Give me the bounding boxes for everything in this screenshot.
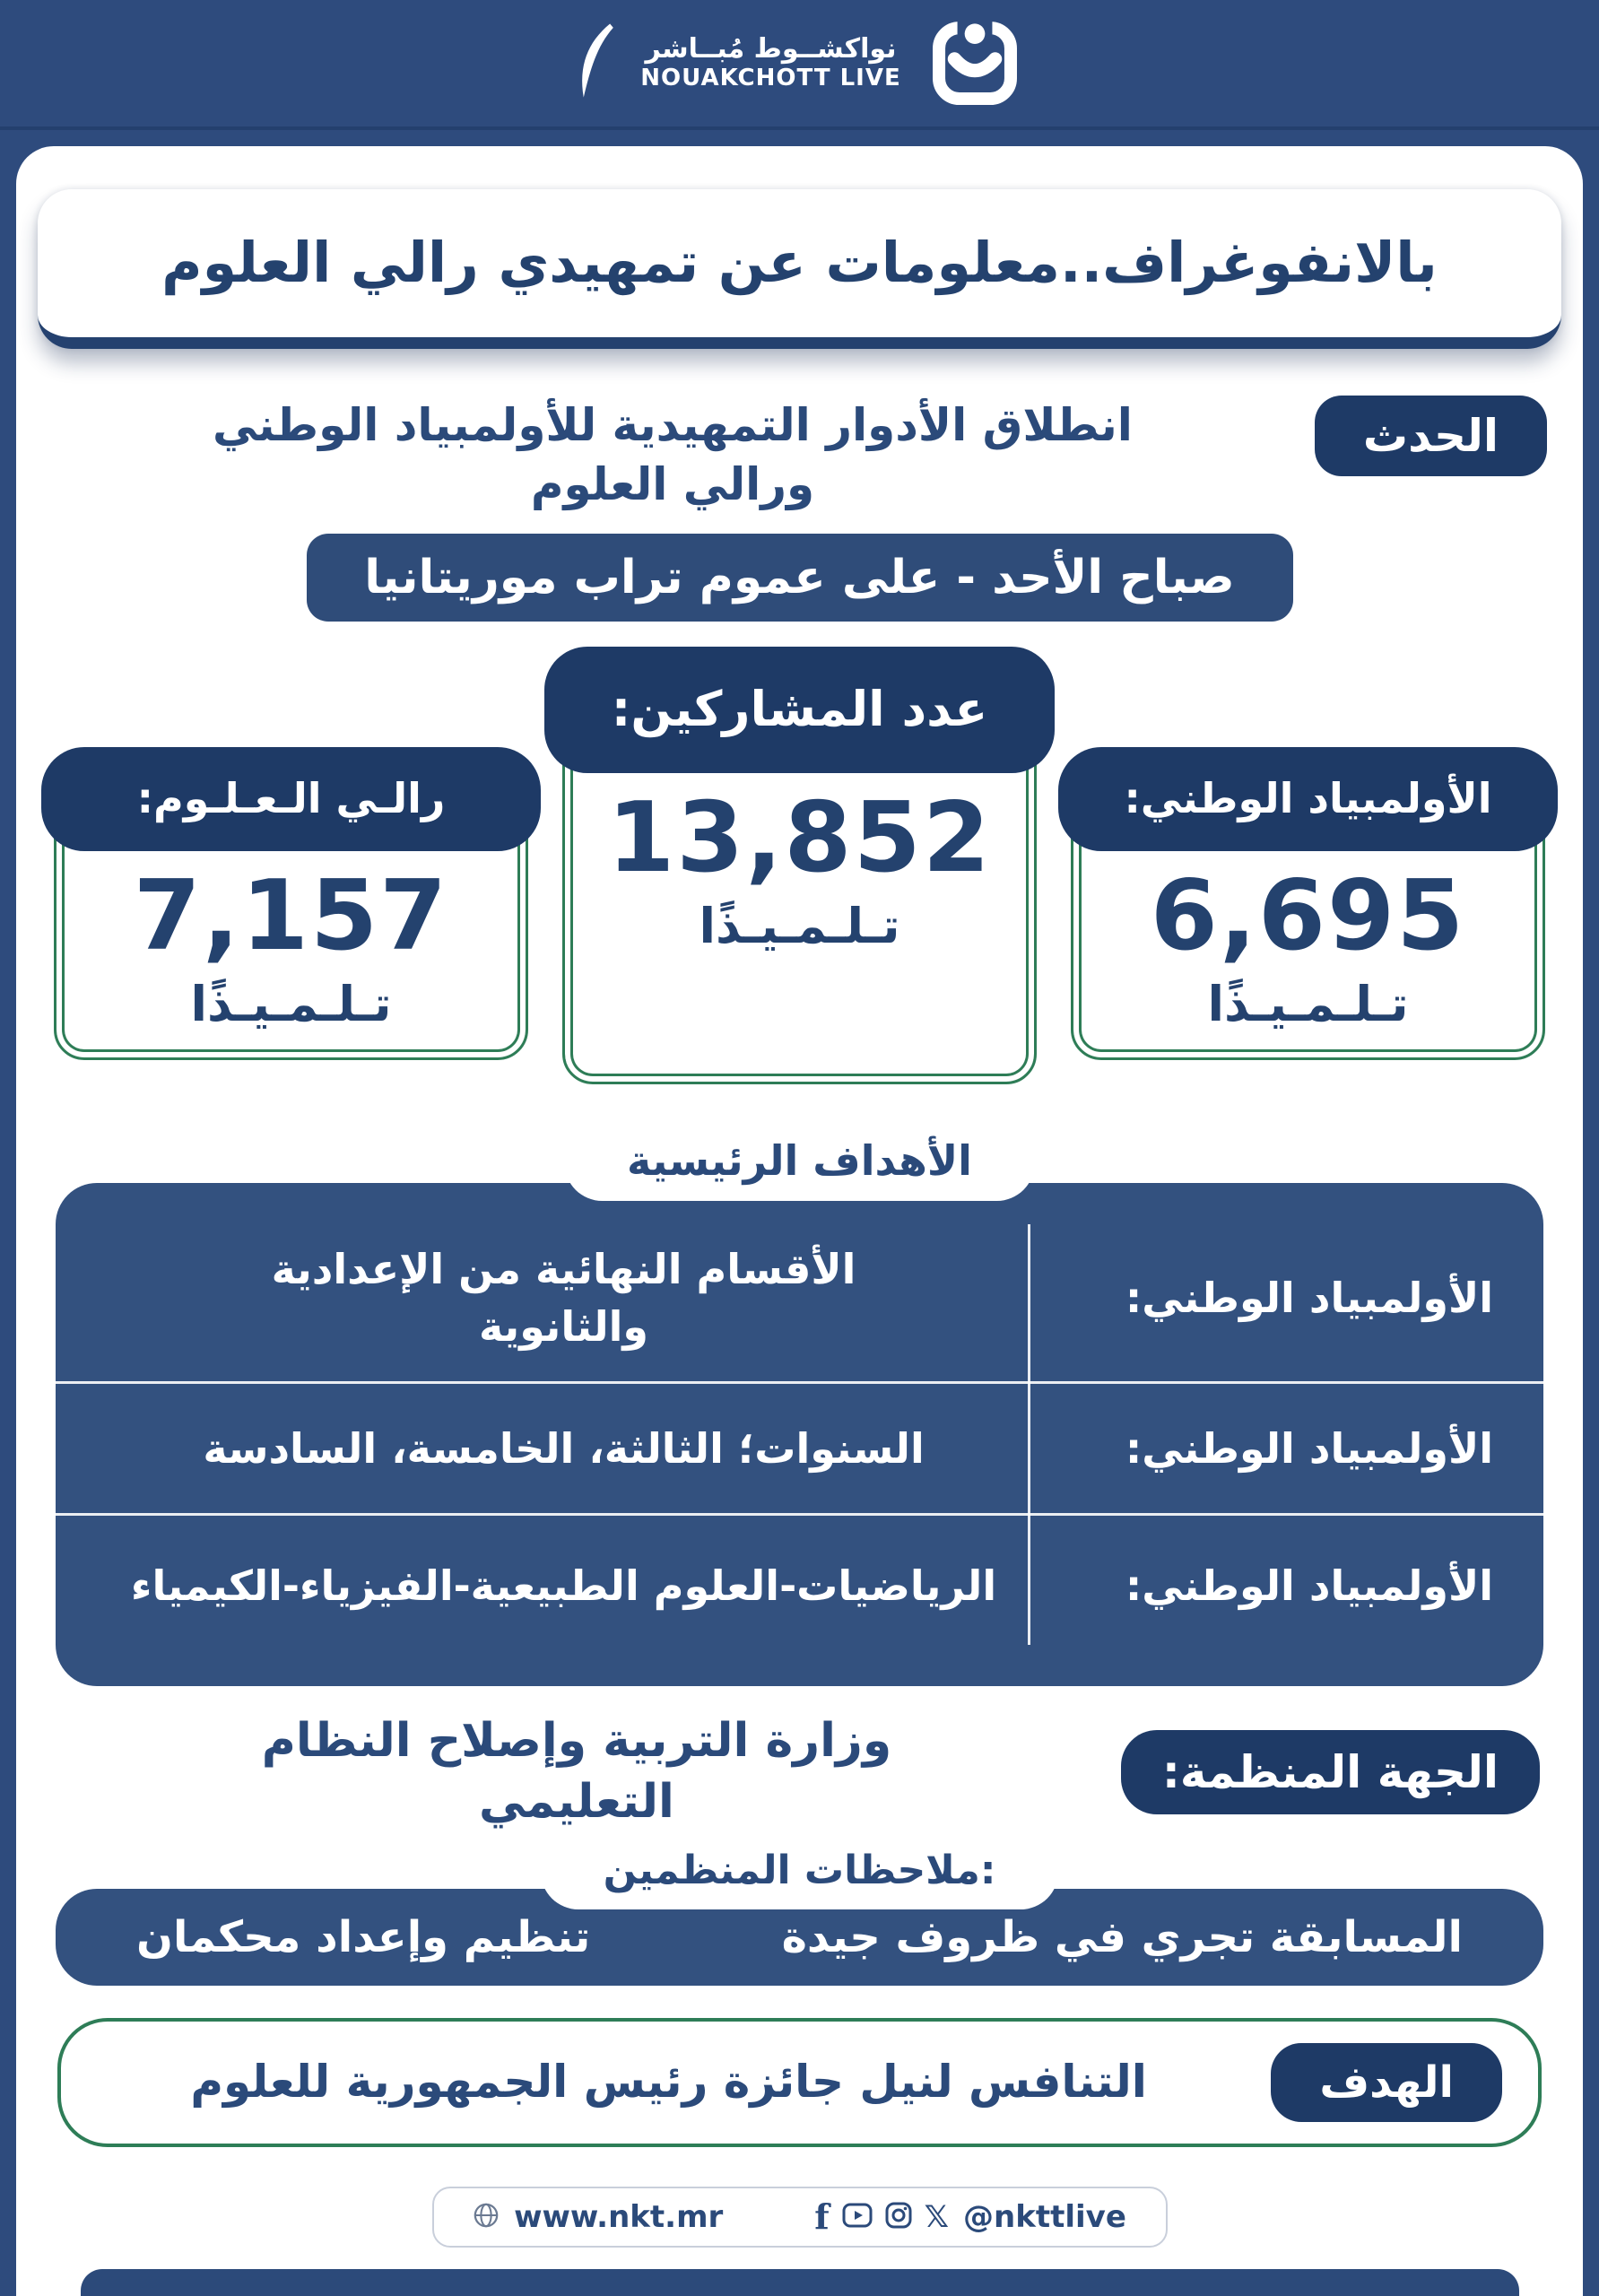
stat-unit: تـلـمـيـذًا [699, 897, 900, 954]
stat-unit: تـلـمـيـذًا [1207, 975, 1409, 1032]
table-row [56, 1516, 1543, 1656]
globe-icon [473, 2202, 500, 2232]
organizer-label-pill: الجهة المنظمة: [1121, 1730, 1540, 1814]
website-link[interactable]: www.nkt.mr [514, 2198, 724, 2235]
note-item: تنظيم وإعداد محكمان [136, 1911, 591, 1962]
row-label: الأولمبياد الوطني: [1125, 1423, 1493, 1473]
goals-heading-tab [564, 1131, 1035, 1201]
stat-label: الأولمبياد الوطني: [1058, 747, 1558, 851]
title-card [38, 189, 1561, 349]
goals-panel [56, 1183, 1543, 1687]
goal-text: التنافس لنيل جائزة رئيس الجمهورية للعلوم [190, 2056, 1147, 2109]
stat-label: رالـي الـعـلـوم: [41, 747, 541, 851]
stat-unit: تـلـمـيـذًا [190, 975, 392, 1032]
notes-heading-tab [541, 1842, 1059, 1909]
facebook-icon[interactable]: f [814, 2196, 830, 2238]
organizer-section [59, 1711, 1540, 1832]
brand-name-english: NOUAKCHOTT LIVE [640, 64, 901, 91]
content-card [16, 146, 1583, 2296]
social-handle[interactable]: @nkttlive [963, 2198, 1126, 2235]
footer-contact-bar [432, 2187, 1168, 2248]
goals-heading: الأهداف الرئيسية [627, 1135, 972, 1185]
instagram-icon[interactable] [885, 2202, 912, 2232]
row-value: الرياضيات-العلوم الطبيعية-الفيزياء-الكيمياء [130, 1561, 997, 1610]
column-divider [1028, 1224, 1030, 1646]
app-header [0, 0, 1599, 130]
stat-card-science-rally [54, 747, 528, 1060]
event-text: انطلاق الأدوار التمهيدية للأولمبياد الوطني ورالي العلوم [213, 398, 1133, 510]
stats-section [54, 647, 1545, 1084]
organizer-text: وزارة التربية وإصلاح النظام التعليمي [261, 1714, 892, 1829]
stat-card-national-olympiad [1071, 747, 1545, 1060]
youtube-icon[interactable] [842, 2203, 873, 2231]
x-icon[interactable]: 𝕏 [924, 2198, 950, 2235]
stat-value: 13,852 [607, 781, 992, 894]
row-label: الأولمبياد الوطني: [1125, 1274, 1493, 1323]
table-row [56, 1384, 1543, 1513]
note-item: المسابقة تجري في ظروف جيدة [781, 1911, 1463, 1962]
notes-section [16, 1842, 1583, 1986]
event-section [52, 396, 1547, 514]
brand-mark-icon [926, 13, 1023, 114]
row-label: الأولمبياد الوطني: [1125, 1561, 1493, 1611]
notes-heading: ملاحظات المنظمين: [603, 1847, 996, 1893]
goal-label-pill: الهدف [1271, 2043, 1502, 2122]
stat-value: 6,695 [1150, 859, 1466, 972]
stat-label: عدد المشاركين: [544, 647, 1055, 773]
brand-name-arabic: نواكشــوط مُبــاشر [645, 33, 897, 65]
stat-body [562, 730, 1037, 1084]
event-label-pill: الحدث [1315, 396, 1547, 476]
brand-swoosh-icon [576, 21, 615, 107]
stat-card-total-participants [562, 647, 1037, 1084]
row-value: الأقسام النهائية من الإعدادية والثانوية [271, 1244, 856, 1352]
table-row [56, 1215, 1543, 1381]
bottom-bar [81, 2269, 1519, 2296]
stat-value: 7,157 [133, 859, 449, 972]
brand-wordmark [640, 34, 900, 91]
goal-section [57, 2018, 1542, 2147]
date-banner: صباح الأحد - على عموم تراب موريتانيا [307, 534, 1293, 622]
social-icons [814, 2196, 949, 2237]
row-value: السنوات؛ الثالثة، الخامسة، السادسة [203, 1423, 925, 1473]
goals-section [16, 1131, 1583, 1687]
page-title: بالانفوغراف..معلومات عن تمهيدي رالي العلوم [161, 230, 1438, 295]
